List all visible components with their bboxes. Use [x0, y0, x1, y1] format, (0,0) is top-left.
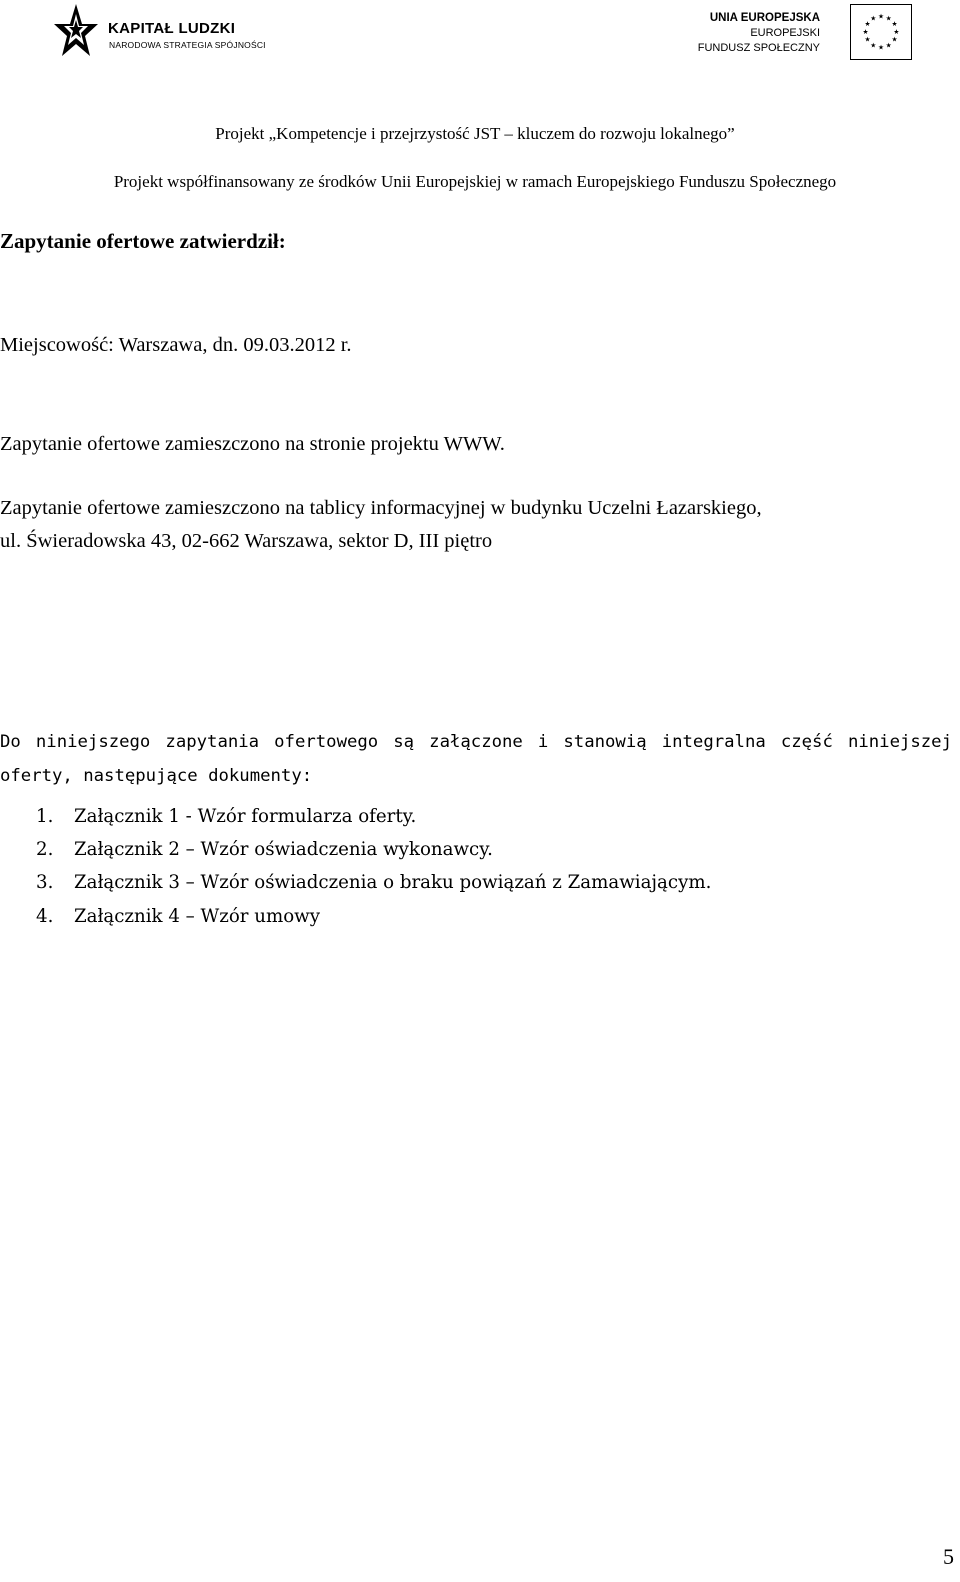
svg-text:★: ★: [885, 41, 892, 50]
list-item-number: 4.: [36, 905, 54, 927]
eu-flag-stars-icon: [850, 4, 912, 60]
eu-logo-line3: FUNDUSZ SPOŁECZNY: [697, 42, 820, 54]
project-title: Projekt „Kompetencje i przejrzystość JST – kluczem do rozwoju lokalnego”: [215, 124, 735, 143]
eu-logo-text: [698, 10, 820, 56]
list-item-number: 1.: [36, 806, 54, 827]
svg-text:★: ★: [864, 35, 871, 44]
attachments-intro-line1: Do niniejszego zapytania ofertowego są załączone i stanowią integralna część niniejszej: [0, 732, 952, 752]
svg-text:★: ★: [877, 12, 885, 21]
svg-text:★: ★: [893, 27, 900, 36]
attachments-intro-line2: oferty, następujące dokumenty:: [0, 766, 313, 786]
svg-text:★: ★: [877, 43, 885, 52]
cofinancing-statement: Projekt współfinansowany ze środków Unii Europejskiej w ramach Europejskiego Funduszu Społecznego: [113, 172, 837, 191]
list-item: [36, 900, 711, 933]
logo-title: KAPITAŁ LUDZKI: [108, 20, 236, 37]
list-item-text: Załącznik 2 – Wzór oświadczenia wykonawcy.: [74, 839, 493, 861]
eu-efs-logo: [697, 4, 912, 62]
svg-text:★: ★: [870, 14, 877, 23]
svg-text:★: ★: [864, 20, 871, 29]
place-and-date: Miejscowość: Warszawa, dn. 09.03.2012 r.: [0, 334, 352, 356]
list-item: [36, 866, 711, 899]
svg-text:★: ★: [885, 14, 892, 23]
posted-on-www: Zapytanie ofertowe zamieszczono na stronie projektu WWW.: [0, 433, 505, 455]
kapital-ludzki-star-icon: [52, 4, 98, 60]
attachments-list: [36, 800, 711, 933]
list-item-text: Załącznik 4 – Wzór umowy: [74, 905, 321, 927]
posted-on-board-line1: Zapytanie ofertowe zamieszczono na tablicy informacyjnej w budynku Uczelni Łazarskiego,: [0, 497, 762, 519]
logo-subtitle: NARODOWA STRATEGIA SPÓJNOŚCI: [109, 40, 266, 50]
approved-by-label: Zapytanie ofertowe zatwierdził:: [0, 229, 286, 253]
svg-text:★: ★: [870, 41, 877, 50]
list-item: [36, 833, 711, 866]
list-item: [36, 800, 711, 833]
list-item-number: 2.: [36, 839, 54, 861]
eu-logo-line2: EUROPEJSKI: [750, 27, 820, 39]
page-number: 5: [943, 1544, 954, 1569]
svg-text:★: ★: [891, 20, 898, 29]
eu-logo-line1: UNIA EUROPEJSKA: [709, 12, 820, 24]
svg-text:★: ★: [891, 35, 898, 44]
list-item-text: Załącznik 3 – Wzór oświadczenia o braku powiązań z Zamawiającym.: [74, 872, 712, 894]
svg-text:★: ★: [862, 27, 869, 36]
kapital-ludzki-logo: [52, 4, 266, 62]
list-item-text: Załącznik 1 - Wzór formularza oferty.: [74, 806, 417, 827]
posted-on-board-line2: ul. Świeradowska 43, 02-662 Warszawa, sektor D, III piętro: [0, 530, 493, 552]
list-item-number: 3.: [36, 872, 54, 894]
